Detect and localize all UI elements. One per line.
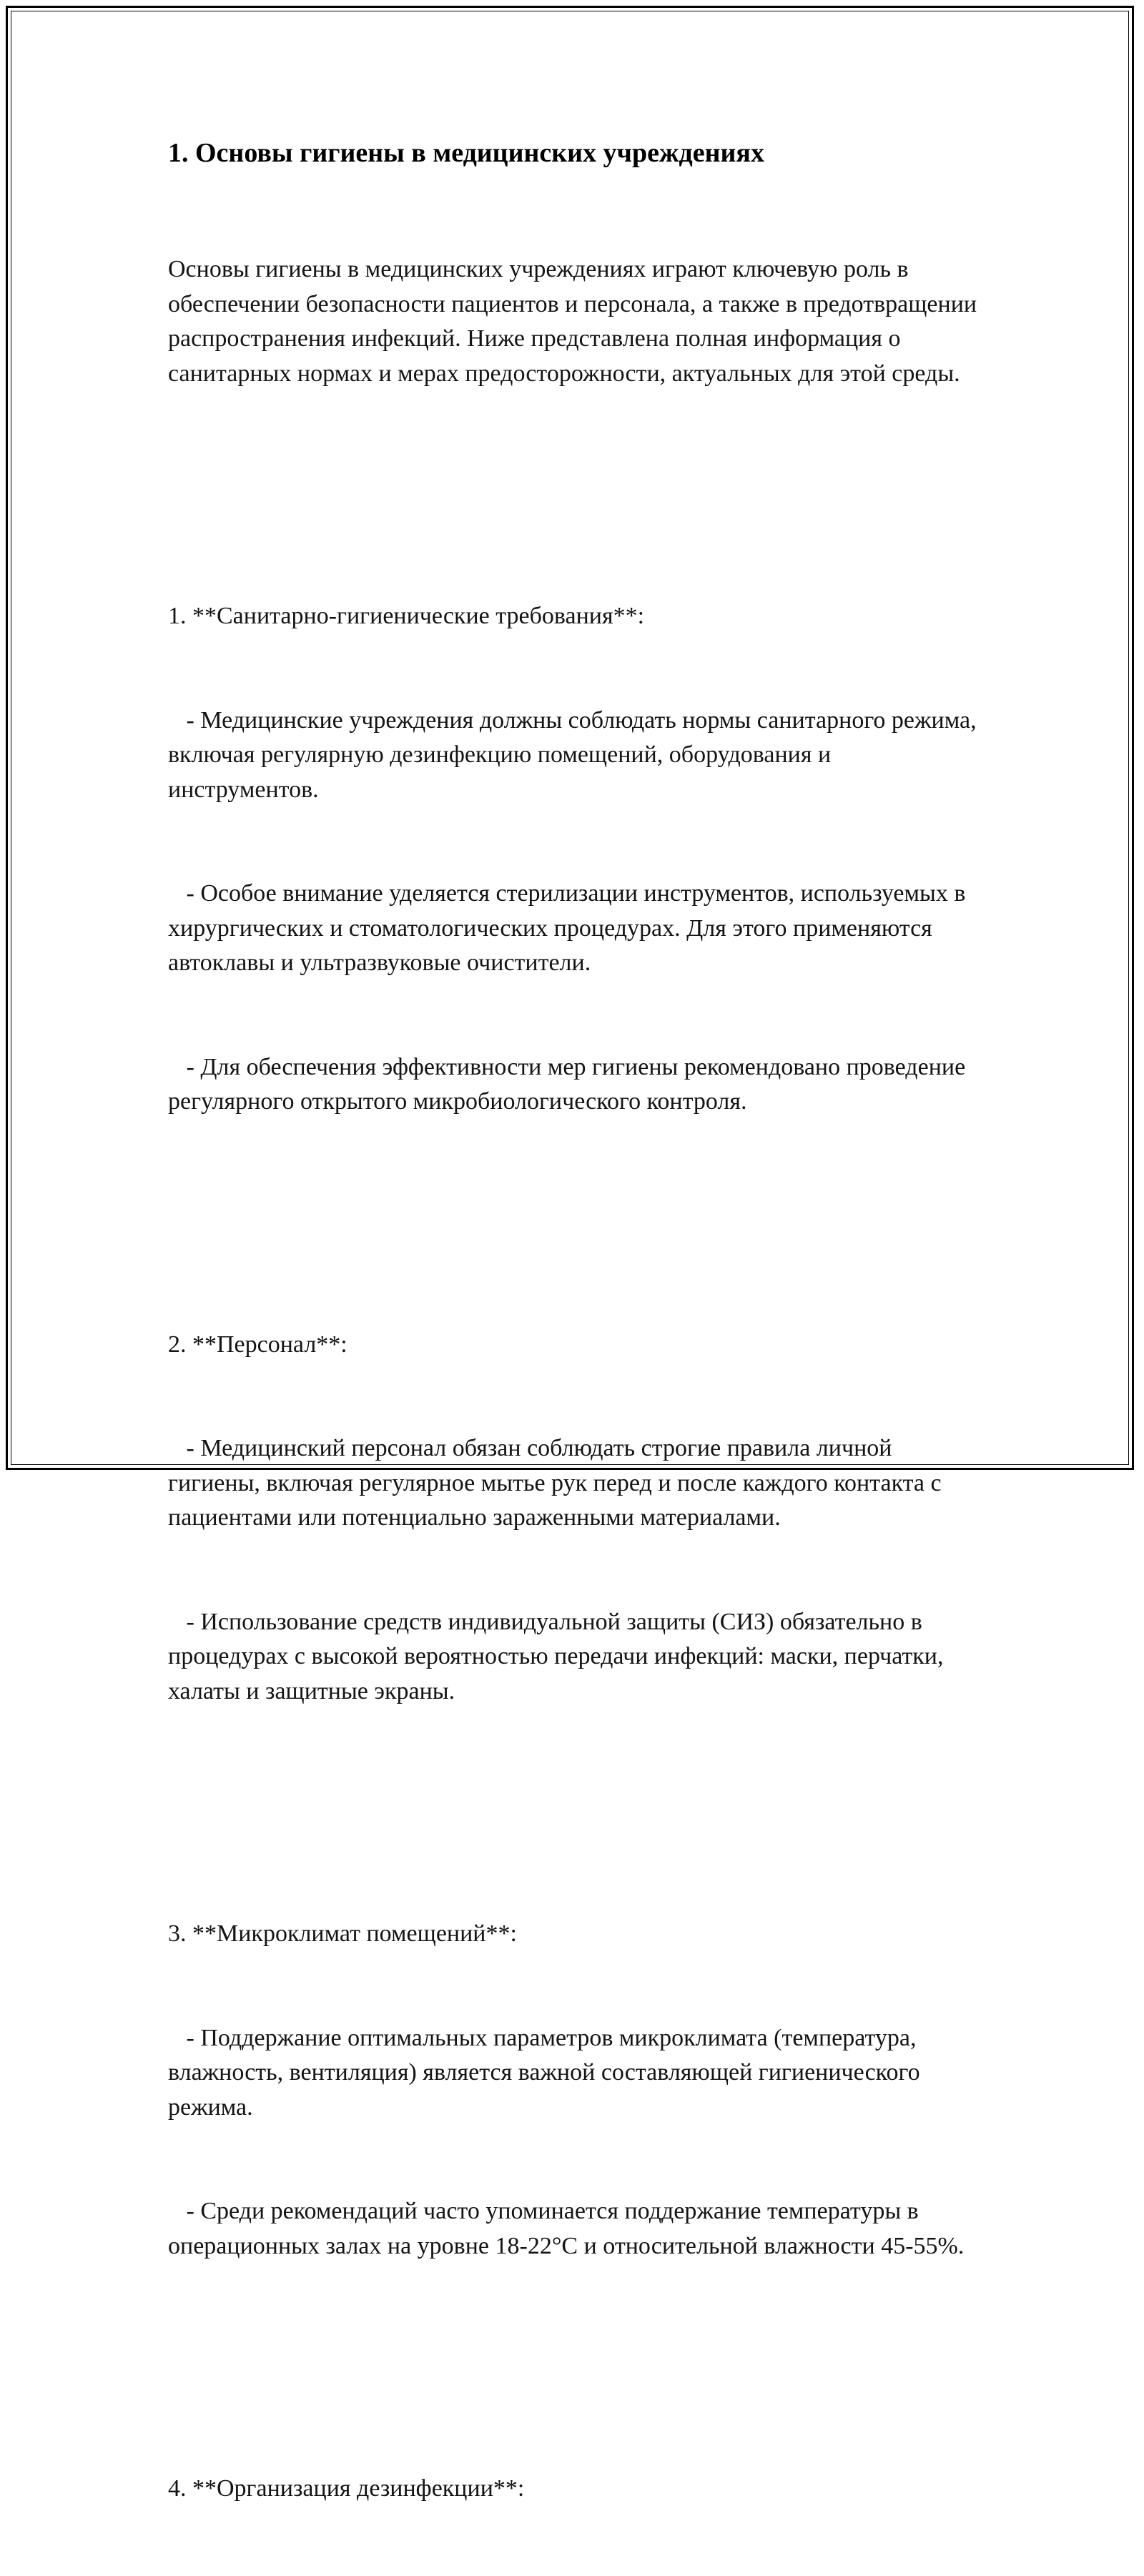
section-2-item-1: - Медицинский персонал обязан соблюдать строгие правила личной гигиены, включая регулярное мытье рук перед и после каждого контакта с пациентами или потенциально зараженными материалами. xyxy=(168,1435,948,1531)
section-3-item-1: - Поддержание оптимальных параметров микроклимата (температура, влажность, вентиляция) является важной составляющей гигиенического режима. xyxy=(168,2024,927,2121)
section-heading-4: 4. **Организация дезинфекции**: xyxy=(168,2475,525,2502)
section-2-item-2: - Использование средств индивидуальной защиты (СИЗ) обязательно в процедурах с высокой вероятностью передачи инфекций: маски, перчатки, халаты и защитные экраны. xyxy=(168,1608,950,1704)
section-heading-2: 2. **Персонал**: xyxy=(168,1331,347,1358)
document-text xyxy=(168,183,983,2576)
section-heading-3: 3. **Микроклимат помещений**: xyxy=(168,1920,517,1947)
section-1-item-3: - Для обеспечения эффективности мер гигиены рекомендовано проведение регулярного открытого микробиологического контроля. xyxy=(168,1053,972,1115)
paragraph-gap xyxy=(168,1189,983,1224)
document-body xyxy=(168,133,983,2576)
document-title: 1. Основы гигиены в медицинских учреждениях xyxy=(168,138,764,168)
paragraph-gap xyxy=(168,1778,983,1813)
intro-paragraph: Основы гигиены в медицинских учреждениях играют ключевую роль в обеспечении безопасности пациентов и персонала, а также в предотвращении распространения инфекций. Ниже представлена полная информация о санитарных нормах и мерах предосторожности, актуальных для этой среды. xyxy=(168,256,983,387)
section-1-item-1: - Медицинские учреждения должны соблюдать нормы санитарного режима, включая регулярную дезинфекцию помещений, оборудования и инструментов. xyxy=(168,706,983,803)
paragraph-gap xyxy=(168,460,983,495)
section-1-item-2: - Особое внимание уделяется стерилизации инструментов, используемых в хирургических и стоматологических процедурах. Для этого применяются автоклавы и ультразвуковые очистители. xyxy=(168,880,972,976)
section-heading-1: 1. **Санитарно-гигиенические требования**: xyxy=(168,603,645,629)
paragraph-gap xyxy=(168,2333,983,2368)
section-3-item-2: - Среди рекомендаций часто упоминается поддержание температуры в операционных залах на уровне 18-22°C и относительной влажности 45-55%. xyxy=(168,2198,965,2259)
